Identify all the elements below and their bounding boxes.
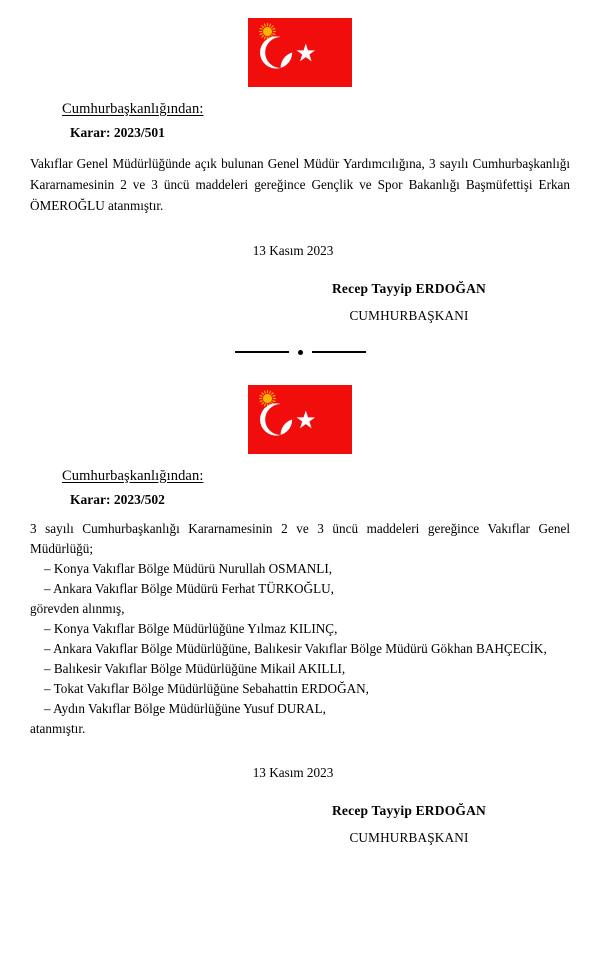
signatory-name: Recep Tayyip ERDOĞAN — [331, 803, 487, 819]
signatory-name: Recep Tayyip ERDOĞAN — [331, 280, 487, 296]
signature-block — [0, 803, 600, 846]
section-separator-ornament — [0, 350, 600, 355]
list-item: – Konya Vakıflar Bölge Müdürü Nurullah OSMANLI, — [44, 560, 333, 576]
decree-date: 13 Kasım 2023 — [252, 242, 334, 258]
list-item: – Konya Vakıflar Bölge Müdürlüğüne Yılmaz KILINÇ, — [44, 620, 338, 636]
dismissed-officials-list — [0, 559, 600, 599]
decree-date: 13 Kasım 2023 — [252, 765, 334, 781]
list-item: – Ankara Vakıflar Bölge Müdürü Ferhat TÜRKOĞLU, — [44, 580, 334, 596]
signatory-title: CUMHURBAŞKANI — [349, 307, 469, 323]
signature-block — [0, 281, 600, 324]
dismissed-closing-line: görevden alınmış, — [30, 600, 125, 616]
separator-rule-right — [312, 351, 366, 353]
decree-block-1 — [0, 18, 600, 355]
separator-dot-icon — [298, 350, 303, 355]
flag-container-2 — [0, 385, 600, 454]
decree-paragraph: Vakıflar Genel Müdürlüğünde açık bulunan Genel Müdür Yardımcılığına, 3 sayılı Cumhurbaşkanlığı Kararnamesinin 2 ve 3 üncü maddeleri gereğince Gençlik ve Spor Bakanlığı Başmüfettişi Erkan ÖMEROĞLU atanmıştır. — [30, 156, 570, 213]
decision-number: Karar: 2023/501 — [70, 125, 165, 140]
issuer-heading: Cumhurbaşkanlığından: — [62, 101, 204, 117]
separator-rule-left — [235, 351, 289, 353]
decree-intro-paragraph: 3 sayılı Cumhurbaşkanlığı Kararnamesinin 2 ve 3 üncü maddeleri gereğince Vakıflar Genel Müdürlüğü; — [30, 520, 570, 556]
turkish-flag-icon — [248, 18, 352, 87]
signatory-title: CUMHURBAŞKANI — [349, 830, 469, 846]
appointed-closing-line: atanmıştır. — [30, 721, 86, 737]
list-item: – Tokat Vakıflar Bölge Müdürlüğüne Sebahattin ERDOĞAN, — [44, 681, 369, 697]
list-item: – Balıkesir Vakıflar Bölge Müdürlüğüne Mikail AKILLI, — [44, 661, 346, 677]
decision-number: Karar: 2023/502 — [70, 491, 165, 507]
flag-container-1 — [0, 18, 600, 87]
turkish-flag-icon — [248, 385, 352, 454]
issuer-heading: Cumhurbaşkanlığından: — [62, 467, 204, 484]
decree-block-2 — [0, 385, 600, 847]
appointed-officials-list — [0, 619, 600, 719]
list-item: – Aydın Vakıflar Bölge Müdürlüğüne Yusuf DURAL, — [44, 701, 326, 717]
list-item: – Ankara Vakıflar Bölge Müdürlüğüne, Balıkesir Vakıflar Bölge Müdürü Gökhan BAHÇECİK, — [44, 640, 547, 656]
